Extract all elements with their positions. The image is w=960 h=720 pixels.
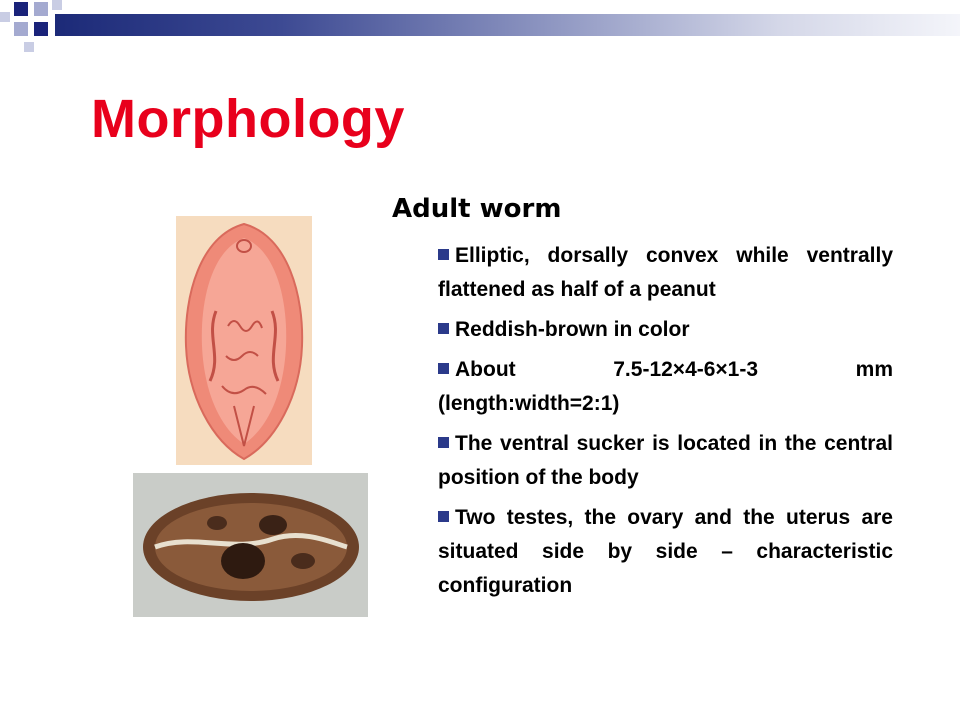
list-item bbox=[438, 239, 893, 307]
section-heading: Adult worm bbox=[392, 194, 562, 224]
bullet-list bbox=[438, 239, 893, 609]
bullet-text: The ventral sucker is located in the central position of the body bbox=[438, 432, 893, 489]
header-gradient-band bbox=[55, 14, 960, 36]
list-item bbox=[438, 353, 893, 421]
bullet-text: Two testes, the ovary and the uterus are situated side by side – characteristic configuration bbox=[438, 506, 893, 597]
decor-square bbox=[0, 12, 10, 22]
stained-specimen-image bbox=[176, 216, 312, 465]
list-item bbox=[438, 427, 893, 495]
square-bullet-icon bbox=[438, 511, 449, 522]
bullet-text: Reddish-brown in color bbox=[455, 318, 690, 341]
slide-title: Morphology bbox=[91, 89, 405, 149]
unstained-specimen-image bbox=[133, 473, 368, 617]
decor-square bbox=[34, 22, 48, 36]
bullet-text: About 7.5-12×4-6×1-3 mm (length:width=2:1) bbox=[438, 358, 893, 415]
list-item bbox=[438, 501, 893, 603]
square-bullet-icon bbox=[438, 323, 449, 334]
decor-square bbox=[52, 0, 62, 10]
bullet-text: Elliptic, dorsally convex while ventrally flattened as half of a peanut bbox=[438, 244, 893, 301]
decor-square bbox=[14, 22, 28, 36]
square-bullet-icon bbox=[438, 437, 449, 448]
square-bullet-icon bbox=[438, 249, 449, 260]
decor-square bbox=[24, 42, 34, 52]
list-item bbox=[438, 313, 893, 347]
square-bullet-icon bbox=[438, 363, 449, 374]
decor-square bbox=[14, 2, 28, 16]
decor-square bbox=[34, 2, 48, 16]
